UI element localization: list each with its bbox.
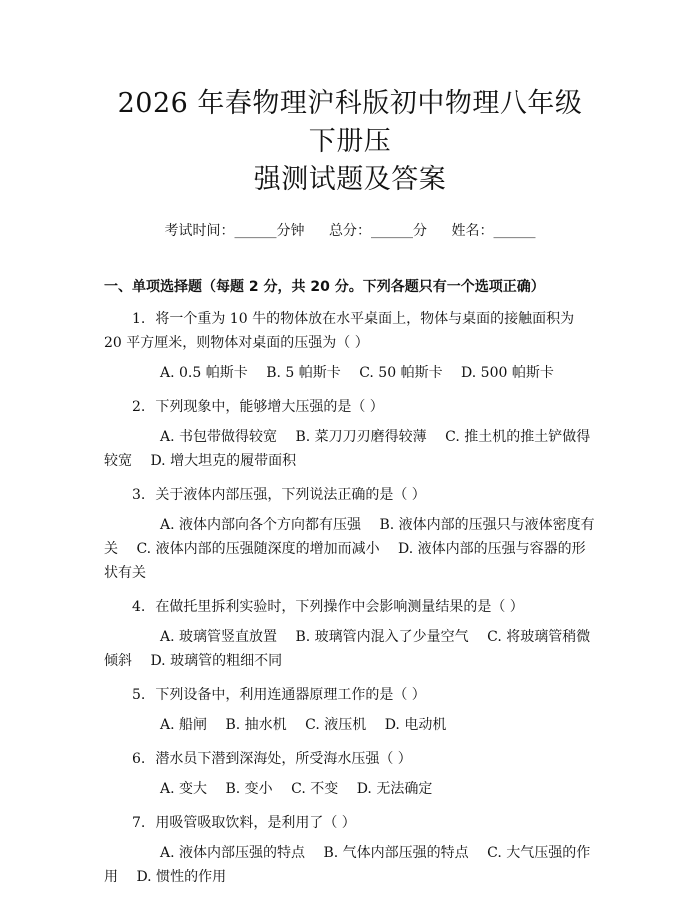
question-stem [104, 747, 596, 771]
question-item [104, 747, 596, 801]
question-text: 下列设备中，利用连通器原理工作的是（ ） [155, 687, 426, 703]
option-c: C. 50 帕斯卡 [359, 365, 443, 381]
option-a: A. 液体内部压强的特点 [160, 845, 306, 861]
option-c: C. 不变 [291, 781, 339, 797]
question-stem [104, 595, 596, 619]
option-a: A. 0.5 帕斯卡 [160, 365, 248, 381]
question-text: 在做托里拆利实验时，下列操作中会影响测量结果的是（ ） [155, 599, 524, 615]
question-number: 3. [132, 487, 146, 503]
total-score: 总分：______分 [329, 223, 427, 239]
option-d: D. 液体内部的压强与容器的形状有关 [104, 541, 586, 581]
section-title: 一、单项选择题（每题 2 分，共 20 分。下列各题只有一个选项正确） [104, 279, 545, 295]
question-text: 下列现象中，能够增大压强的是（ ） [155, 399, 384, 415]
option-a: A. 玻璃管竖直放置 [160, 629, 278, 645]
option-d: D. 玻璃管的粗细不同 [150, 653, 283, 669]
question-number: 6. [132, 751, 146, 767]
question-options [104, 777, 596, 801]
question-item [104, 483, 596, 585]
option-a: A. 变大 [160, 781, 208, 797]
option-b: B. 菜刀刀刃磨得较薄 [295, 429, 427, 445]
option-d: D. 电动机 [384, 717, 447, 733]
option-d: D. 无法确定 [356, 781, 433, 797]
option-c: C. 液体内部的压强随深度的增加而减小 [136, 541, 380, 557]
option-b: B. 5 帕斯卡 [266, 365, 341, 381]
question-options [104, 513, 596, 585]
question-text: 关于液体内部压强，下列说法正确的是（ ） [155, 487, 426, 503]
question-number: 5. [132, 687, 146, 703]
question-options [104, 625, 596, 673]
title-line-1: 2026 年春物理沪科版初中物理八年级下册压 [117, 88, 583, 157]
question-options [104, 713, 596, 737]
question-list [104, 307, 596, 889]
question-number: 2. [132, 399, 146, 415]
option-a: A. 书包带做得较宽 [160, 429, 278, 445]
question-options [104, 425, 596, 473]
option-d: D. 增大坦克的履带面积 [150, 453, 297, 469]
question-item [104, 395, 596, 473]
option-c: C. 大气压强的作用 [104, 845, 591, 885]
question-number: 4. [132, 599, 146, 615]
question-options [104, 361, 596, 385]
option-c: C. 推土机的推土铲做得较宽 [104, 429, 591, 469]
option-b: B. 抽水机 [225, 717, 287, 733]
question-stem [104, 307, 596, 355]
question-text: 潜水员下潜到深海处，所受海水压强（ ） [155, 751, 412, 767]
option-d: D. 500 帕斯卡 [461, 365, 554, 381]
option-d: D. 惯性的作用 [136, 869, 227, 885]
page-title [104, 0, 596, 199]
exam-time: 考试时间：______分钟 [164, 223, 305, 239]
question-stem [104, 683, 596, 707]
question-stem [104, 395, 596, 419]
option-b: B. 液体内部的压强只与液体密度有关 [104, 517, 595, 557]
question-stem [104, 483, 596, 507]
student-name: 姓名：______ [451, 223, 536, 239]
exam-meta [104, 221, 596, 241]
question-options [104, 841, 596, 889]
option-a: A. 船闸 [160, 717, 208, 733]
question-number: 1. [132, 311, 146, 327]
question-stem [104, 811, 596, 835]
option-c: C. 液压机 [305, 717, 367, 733]
option-b: B. 玻璃管内混入了少量空气 [295, 629, 469, 645]
title-line-2: 强测试题及答案 [253, 164, 447, 195]
question-item [104, 307, 596, 385]
option-a: A. 液体内部向各个方向都有压强 [160, 517, 362, 533]
question-item [104, 811, 596, 889]
question-text: 用吸管吸取饮料，是利用了（ ） [155, 815, 356, 831]
option-b: B. 变小 [225, 781, 273, 797]
option-b: B. 气体内部压强的特点 [323, 845, 469, 861]
option-c: C. 将玻璃管稍微倾斜 [104, 629, 591, 669]
question-item [104, 595, 596, 673]
question-text: 将一个重为 10 牛的物体放在水平桌面上，物体与桌面的接触面积为 20 平方厘米，则物体对桌面的压强为（ ） [104, 311, 575, 351]
question-number: 7. [132, 815, 146, 831]
question-item [104, 683, 596, 737]
